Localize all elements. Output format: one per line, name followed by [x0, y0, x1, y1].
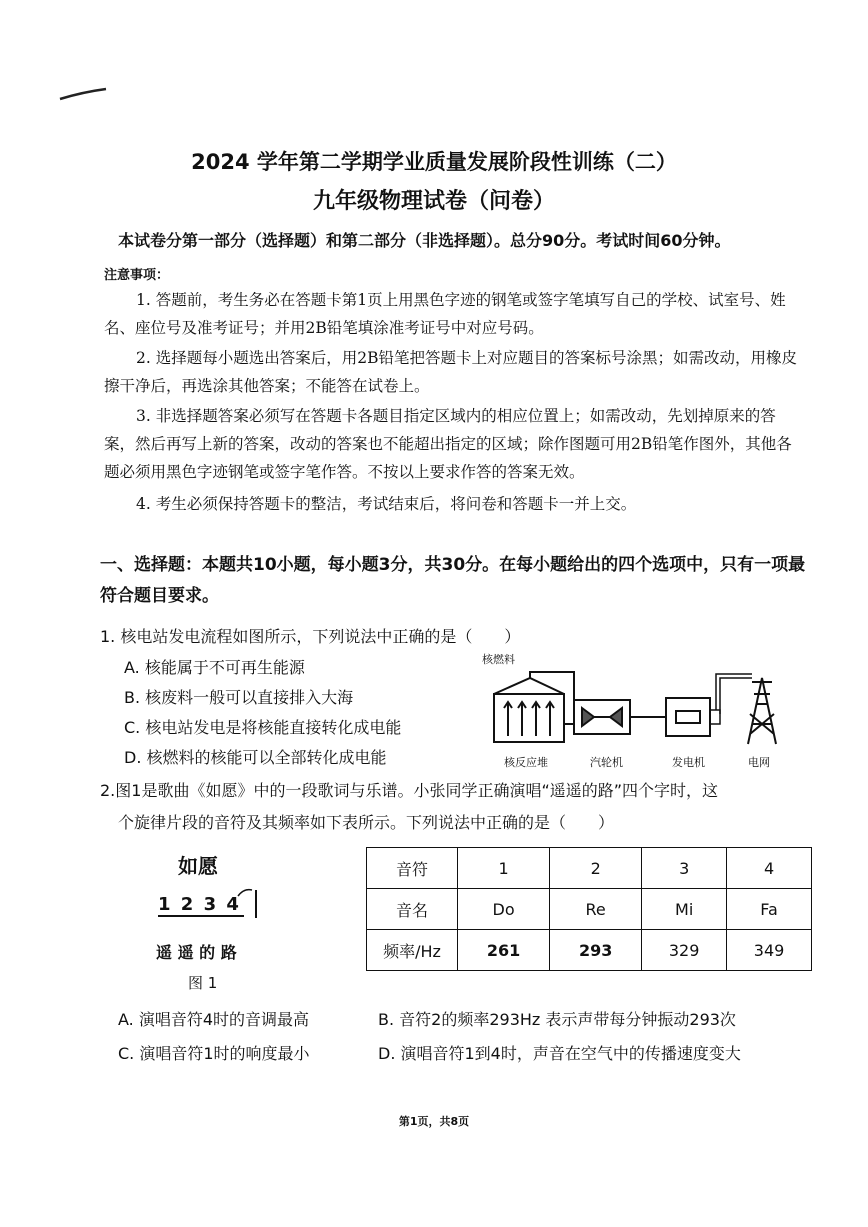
note-frequency-table [366, 847, 812, 971]
turbine-label: 汽轮机 [590, 756, 623, 769]
q2-option-d: D. 演唱音符1到4时，声音在空气中的传播速度变大 [378, 1044, 741, 1063]
q1-option-c: C. 核电站发电是将核能直接转化成电能 [124, 718, 402, 737]
table-row [367, 930, 812, 971]
table-cell: 4 [727, 848, 812, 889]
note-item-2: 2. 选择题每小题选出答案后，用2B铅笔把答题卡上对应题目的答案标号涂黑；如需改动，用橡皮擦干净后，再选涂其他答案；不能答在试卷上。 [104, 349, 797, 395]
q1-option-b: B. 核废料一般可以直接排入大海 [124, 688, 354, 707]
question-1-stem: 1. 核电站发电流程如图所示，下列说法中正确的是（ ） [100, 627, 521, 646]
song-lyrics: 遥 遥 的 路 [156, 943, 237, 962]
table-cell: 293 [550, 930, 642, 971]
header-cell: 音名 [367, 889, 458, 930]
q1-option-a: A. 核能属于不可再生能源 [124, 658, 305, 677]
table-cell: 329 [642, 930, 727, 971]
table-row [367, 889, 812, 930]
q1-option-d: D. 核燃料的核能可以全部转化成电能 [124, 748, 387, 767]
question-2-stem-line2: 个旋律片段的音符及其频率如下表所示。下列说法中正确的是（ ） [118, 813, 615, 832]
notes-heading: 注意事项： [104, 268, 170, 283]
page-footer: 第1页，共8页 [398, 1115, 470, 1128]
fuel-label: 核燃料 [482, 653, 515, 666]
grid-label: 电网 [748, 756, 770, 769]
note-item-3: 3. 非选择题答案必须写在答题卡各题目指定区域内的相应位置上；如需改动，先划掉原来的答案，然后再写上新的答案，改动的答案也不能超出指定的区域；除作图题可用2B铅笔作图外，其他各题必须用黑色字迹钢笔或签字笔作答。不按以上要求作答的答案无效。 [104, 407, 792, 481]
song-notation: 1 2 3 4 [158, 894, 241, 915]
note-item-1: 1. 答题前，考生务必在答题卡第1页上用黑色字迹的钢笔或签字笔填写自己的学校、试室号、姓名、座位号及准考证号；并用2B铅笔填涂准考证号中对应号码。 [104, 291, 786, 337]
power-plant-diagram [490, 664, 800, 748]
generator-label: 发电机 [672, 756, 705, 769]
table-cell: Mi [642, 889, 727, 930]
question-2-stem-line1: 2.图1是歌曲《如愿》中的一段歌词与乐谱。小张同学正确演唱“遥遥的路”四个字时，这 [100, 781, 719, 800]
figure-caption: 图 1 [188, 974, 218, 992]
q2-option-b: B. 音符2的频率293Hz 表示声带每分钟振动293次 [378, 1010, 736, 1029]
exam-subtitle: 九年级物理试卷（问卷） [312, 189, 555, 214]
table-cell: Fa [727, 889, 812, 930]
table-cell: 349 [727, 930, 812, 971]
table-cell: Do [458, 889, 550, 930]
table-cell: 2 [550, 848, 642, 889]
pen-mark [58, 86, 110, 102]
header-cell: 音符 [367, 848, 458, 889]
reactor-label: 核反应堆 [504, 756, 548, 769]
header-cell: 频率/Hz [367, 930, 458, 971]
section-heading: 一、选择题：本题共10小题，每小题3分，共30分。在每小题给出的四个选项中，只有一项最符合题目要求。 [100, 555, 806, 606]
exam-title: 2024 学年第二学期学业质量发展阶段性训练（二） [191, 150, 677, 174]
table-cell: 261 [458, 930, 550, 971]
table-cell: 1 [458, 848, 550, 889]
notation-marks [156, 886, 266, 922]
song-title: 如愿 [178, 854, 218, 878]
table-cell: 3 [642, 848, 727, 889]
table-row [367, 848, 812, 889]
note-item-4: 4. 考生必须保持答题卡的整洁，考试结束后，将问卷和答题卡一并上交。 [136, 495, 637, 513]
q2-option-c: C. 演唱音符1时的响度最小 [118, 1044, 310, 1063]
exam-intro: 本试卷分第一部分（选择题）和第二部分（非选择题）。总分90分。考试时间60分钟。 [118, 231, 731, 250]
table-cell: Re [550, 889, 642, 930]
q2-option-a: A. 演唱音符4时的音调最高 [118, 1010, 310, 1029]
